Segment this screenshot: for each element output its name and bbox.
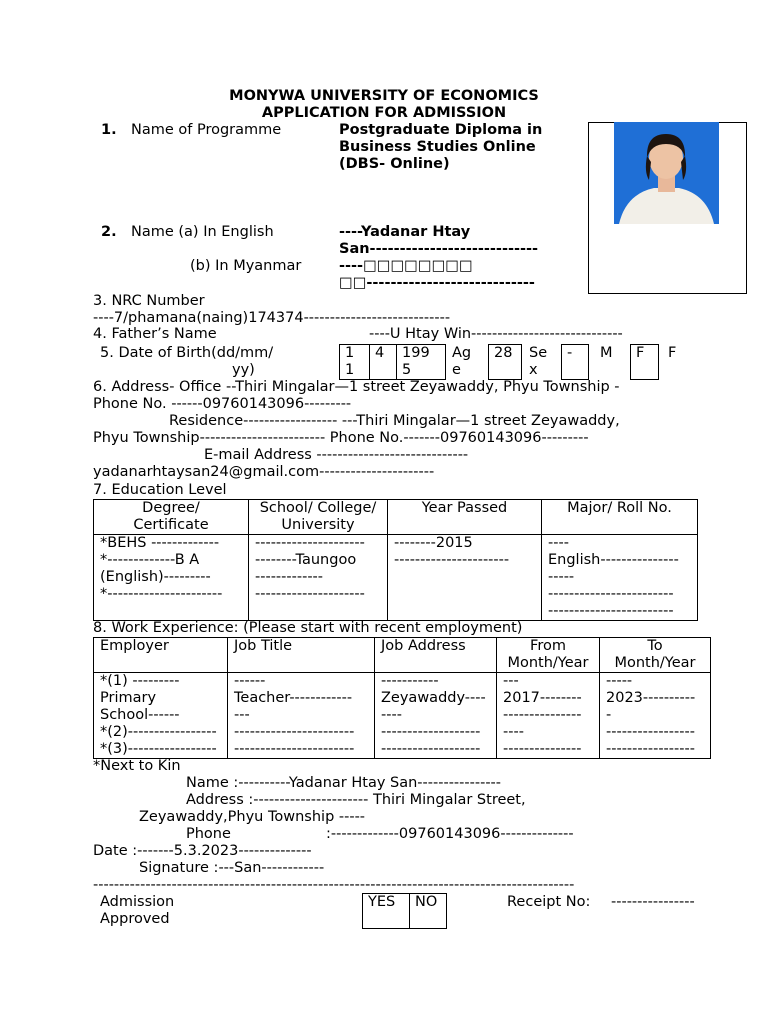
work-employer-cell [94, 673, 228, 759]
kin-address: Address :---------------------- Thiri Mingalar Street, [186, 792, 526, 808]
work-header-employer [94, 638, 228, 673]
cell-line: ----------------- [606, 741, 695, 757]
separator-line: -------------------------------------------------------------------------------------------- [93, 877, 575, 893]
programme-line-2: Business Studies Online [339, 139, 536, 155]
cell-line: ------ [234, 673, 266, 689]
email-value: yadanarhtaysan24@gmail.com---------------------- [93, 464, 435, 480]
cell-line: ----------------------- [234, 724, 355, 740]
dob-year-box [396, 344, 446, 380]
name-myanmar-label: (b) In Myanmar [190, 258, 302, 274]
name-english-label: Name (a) In English [131, 224, 274, 240]
nrc-value: ----7/phamana(naing)174374---------------------------- [93, 310, 451, 326]
cell-line: --- [503, 673, 519, 689]
no-box [409, 893, 447, 929]
cell-line: ------------------- [381, 724, 481, 740]
name-english-line-2: San---------------------------- [339, 241, 539, 257]
education-header-row [94, 500, 698, 535]
sex-label-continued: x [529, 362, 538, 378]
work-to-cell [600, 673, 711, 759]
form-title: APPLICATION FOR ADMISSION [261, 105, 507, 121]
sex-f-label: F [668, 345, 677, 361]
dob-year-last-digit: 5 [402, 362, 412, 378]
name-myanmar-line-1: ----□□□□□□□□ [339, 258, 473, 274]
no-label: NO [415, 894, 438, 910]
education-degree-cell [94, 535, 249, 621]
dob-day-digit-1: 1 [345, 345, 355, 361]
name-english-line-1: ----Yadanar Htay [339, 224, 471, 240]
header-text: School/ College/ [259, 500, 377, 516]
office-phone: Phone No. ------09760143096--------- [93, 396, 352, 412]
cell-line: School------ [100, 707, 180, 723]
header-text: University [281, 517, 355, 533]
approved-label: Approved [100, 911, 170, 927]
kin-name: Name :----------Yadanar Htay San---------------- [186, 775, 502, 791]
work-header-row [94, 638, 711, 673]
education-header-major [542, 500, 698, 535]
work-job-address-cell [375, 673, 497, 759]
age-label: Ag [452, 345, 472, 361]
residence-address: Residence------------------ ---Thiri Mingalar—1 street Zeyawaddy, [169, 413, 620, 429]
yes-label: YES [368, 894, 396, 910]
admission-label: Admission [100, 894, 175, 910]
dob-month-value: 4 [375, 345, 385, 361]
sex-f-box [630, 344, 659, 380]
work-header-from [497, 638, 600, 673]
office-address: 6. Address- Office --Thiri Mingalar—1 street Zeyawaddy, Phyu Township - [93, 379, 620, 395]
header-text: From [530, 638, 566, 654]
cell-line: ----------------- [606, 724, 695, 740]
cell-line: --- [234, 707, 250, 723]
work-header-job-title [228, 638, 375, 673]
education-school-cell [249, 535, 388, 621]
work-header-to [600, 638, 711, 673]
cell-line: - [606, 707, 612, 723]
cell-line: Zeyawaddy---- [381, 690, 486, 706]
cell-line: ----------------------- [234, 741, 355, 757]
father-value: ----U Htay Win----------------------------- [369, 326, 623, 342]
cell-line: ---- [381, 707, 402, 723]
header-text: Job Title [234, 638, 293, 654]
cell-line: ------------------------ [548, 586, 674, 602]
header-text: Month/Year [507, 655, 589, 671]
sex-f-box-value: F [636, 345, 645, 361]
cell-line: --------------------- [255, 586, 365, 602]
age-value: 28 [494, 345, 513, 361]
header-text: Major/ Roll No. [567, 500, 672, 516]
cell-line: *-------------B A [100, 552, 200, 568]
age-box [488, 344, 522, 380]
applicant-photo [614, 122, 719, 224]
cell-line: *BEHS ------------- [100, 535, 220, 551]
cell-line: *---------------------- [100, 586, 223, 602]
dob-year-digits: 199 [402, 345, 430, 361]
table-row [94, 535, 698, 621]
cell-line: ----- [548, 569, 575, 585]
header-text: Year Passed [421, 500, 508, 516]
programme-label: Name of Programme [131, 122, 282, 138]
cell-line: --------------- [503, 741, 582, 757]
nrc-label: 3. NRC Number [93, 293, 205, 309]
dob-day-digit-2: 1 [345, 362, 355, 378]
kin-address-continued: Zeyawaddy,Phyu Township ----- [139, 809, 366, 825]
cell-line: --------2015 [394, 535, 473, 551]
sex-label: Se [529, 345, 548, 361]
cell-line: ------------------- [381, 741, 481, 757]
programme-number: 1. [101, 122, 117, 138]
dob-label: 5. Date of Birth(dd/mm/ [100, 345, 274, 361]
cell-line: Primary [100, 690, 157, 706]
education-header-year [388, 500, 542, 535]
application-date: Date :-------5.3.2023-------------- [93, 843, 312, 859]
work-from-cell [497, 673, 600, 759]
cell-line: ------------------------ [548, 603, 674, 619]
cell-line: Teacher------------ [234, 690, 353, 706]
header-text: Degree/ [142, 500, 200, 516]
name-myanmar-line-2: □□---------------------------- [339, 275, 535, 291]
education-year-cell [388, 535, 542, 621]
sex-m-label: M [600, 345, 613, 361]
cell-line: ---- [548, 535, 569, 551]
header-text: Job Address [381, 638, 466, 654]
table-row [94, 673, 711, 759]
cell-line: ---- [503, 724, 524, 740]
cell-line: English--------------- [548, 552, 679, 568]
header-text: To [647, 638, 663, 654]
residence-phone: Phyu Township------------------------ Phone No.-------09760143096--------- [93, 430, 589, 446]
dob-month-box [369, 344, 397, 380]
cell-line: 2023---------- [606, 690, 696, 706]
father-label: 4. Father’s Name [93, 326, 217, 342]
cell-line: ----------- [381, 673, 439, 689]
kin-title: *Next to Kin [93, 758, 181, 774]
cell-line: --------------- [503, 707, 582, 723]
sex-dash-box [561, 344, 589, 380]
cell-line: *(3)----------------- [100, 741, 217, 757]
education-table [93, 499, 698, 621]
email-label: E-mail Address ----------------------------- [204, 447, 469, 463]
kin-phone-label: Phone [186, 826, 231, 842]
programme-line-1: Postgraduate Diploma in [339, 122, 543, 138]
work-job-title-cell [228, 673, 375, 759]
work-header-job-address [375, 638, 497, 673]
name-number: 2. [101, 224, 117, 240]
cell-line: --------Taungoo [255, 552, 357, 568]
kin-phone-value: :-------------09760143096-------------- [326, 826, 574, 842]
education-header-school [249, 500, 388, 535]
signature: Signature :---San------------ [139, 860, 325, 876]
header-text: Month/Year [614, 655, 696, 671]
cell-line: (English)--------- [100, 569, 211, 585]
cell-line: *(1) --------- [100, 673, 180, 689]
work-table [93, 637, 711, 759]
cell-line: ------------- [255, 569, 324, 585]
dob-label-continued: yy) [232, 362, 255, 378]
header-text: Certificate [133, 517, 209, 533]
university-title: MONYWA UNIVERSITY OF ECONOMICS [229, 88, 539, 104]
cell-line: ----- [606, 673, 633, 689]
cell-line: --------------------- [255, 535, 365, 551]
education-major-cell [542, 535, 698, 621]
education-header-degree [94, 500, 249, 535]
work-title: 8. Work Experience: (Please start with recent employment) [93, 620, 523, 636]
header-text: Employer [100, 638, 169, 654]
receipt-label: Receipt No: [507, 894, 591, 910]
cell-line: *(2)----------------- [100, 724, 217, 740]
cell-line: ---------------------- [394, 552, 510, 568]
yes-box [362, 893, 410, 929]
dob-day-box [339, 344, 370, 380]
education-title: 7. Education Level [93, 482, 227, 498]
programme-line-3: (DBS- Online) [339, 156, 450, 172]
age-label-continued: e [452, 362, 461, 378]
receipt-value: ---------------- [611, 894, 695, 910]
cell-line: 2017-------- [503, 690, 582, 706]
sex-dash-value: - [567, 345, 573, 361]
